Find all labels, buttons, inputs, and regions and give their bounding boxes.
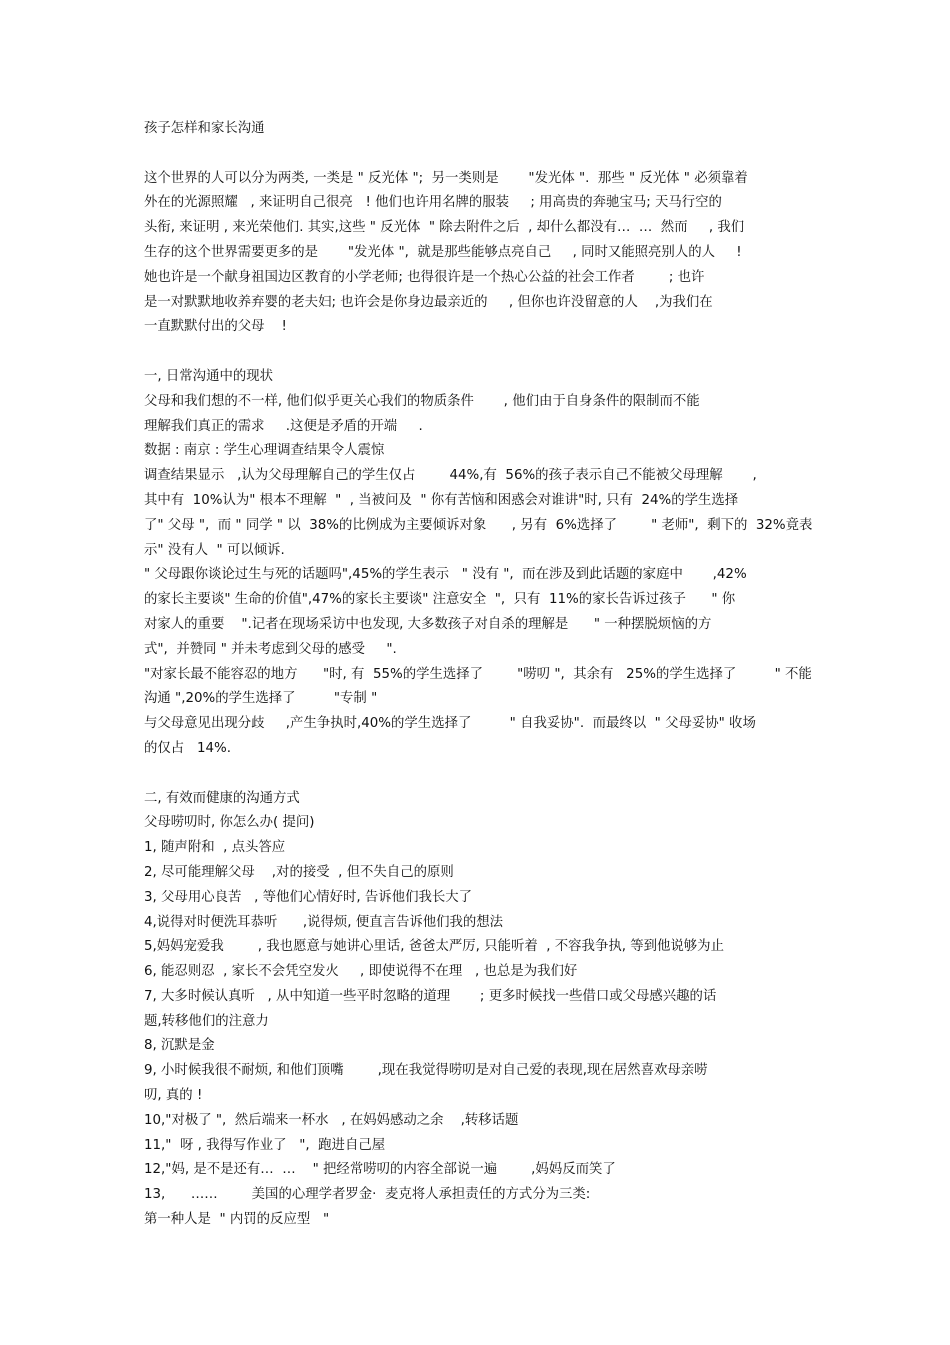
list-item: 11," 呀 , 我得写作业了 ", 跑进自己屋 — [144, 1137, 386, 1153]
text-line: 示" 没有人 " 可以倾诉. — [144, 542, 285, 558]
text-line: 调查结果显示 ,认为父母理解自己的学生仅占 44%,有 56%的孩子表示自己不能被父母理解 , — [144, 468, 757, 484]
list-item: 10,"对极了 ", 然后端来一杯水 , 在妈妈感动之余 ,转移话题 — [144, 1112, 519, 1128]
text-line: 了" 父母 ", 而 " 同学 " 以 38%的比例成为主要倾诉对象 , 另有 6%选择了 " 老师", 剩下的 32%竟表 — [144, 517, 813, 533]
list-item: 8, 沉默是金 — [144, 1038, 215, 1054]
text-line: 对家人的重要 ".记者在现场采访中也发现, 大多数孩子对自杀的理解是 " 一种摆脱烦恼的方 — [144, 616, 712, 632]
text-line: 头衔, 来证明 , 来光荣他们. 其实,这些 " 反光体 " 除去附件之后 , 却什么都没有… … 然而 , 我们 — [144, 220, 745, 236]
section-heading: 一, 日常沟通中的现状 — [144, 368, 274, 384]
text-line: 式", 并赞同 " 并未考虑到父母的感受 ". — [144, 641, 397, 657]
text-line: 这个世界的人可以分为两类, 一类是 " 反光体 "; 另一类则是 "发光体 ". 那些 " 反光体 " 必须靠着 — [144, 170, 748, 186]
list-item: 3, 父母用心良苦 , 等他们心情好时, 告诉他们我长大了 — [144, 889, 473, 905]
text-line: 一直默默付出的父母 ! — [144, 319, 287, 335]
section-current-situation — [144, 365, 864, 762]
section-heading: 二, 有效而健康的沟通方式 — [144, 790, 300, 806]
section-communication-methods — [144, 787, 864, 1233]
text-line: 沟通 ",20%的学生选择了 "专制 " — [144, 691, 378, 707]
text-line: "对家长最不能容忍的地方 "时, 有 55%的学生选择了 "唠叨 ", 其余有 25%的学生选择了 " 不能 — [144, 666, 812, 682]
text-line: 父母和我们想的不一样, 他们似乎更关心我们的物质条件 , 他们由于自身条件的限制而不能 — [144, 393, 700, 409]
text-line: 的家长主要谈" 生命的价值",47%的家长主要谈" 注意安全 ", 只有 11%的家长告诉过孩子 " 你 — [144, 592, 736, 608]
text-line: " 父母跟你谈论过生与死的话题吗",45%的学生表示 " 没有 ", 而在涉及到此话题的家庭中 ,42% — [144, 567, 747, 583]
list-item: 2, 尽可能理解父母 ,对的接受 , 但不失自己的原则 — [144, 864, 454, 880]
list-item: 5,妈妈宠爱我 , 我也愿意与她讲心里话, 爸爸太严厉, 只能听着 , 不容我争执, 等到他说够为止 — [144, 939, 724, 955]
list-item: 1, 随声附和 , 点头答应 — [144, 840, 286, 856]
spacer — [144, 340, 864, 365]
spacer — [144, 142, 864, 167]
text-line: 是一对默默地收养弃婴的老夫妇; 也许会是你身边最亲近的 , 但你也许没留意的人 ,为我们在 — [144, 294, 713, 310]
document-page — [144, 117, 864, 1233]
document-title: 孩子怎样和家长沟通 — [144, 121, 265, 136]
text-line: 与父母意见出现分歧 ,产生争执时,40%的学生选择了 " 自我妥协". 而最终以 " 父母妥协" 收场 — [144, 716, 756, 732]
text-line: 其中有 10%认为" 根本不理解 " , 当被问及 " 你有苦恼和困惑会对谁讲"时, 只有 24%的学生选择 — [144, 492, 739, 508]
text-line: 生存的这个世界需要更多的是 "发光体 ", 就是那些能够点亮自己 , 同时又能照亮别人的人 ! — [144, 244, 742, 260]
list-item: 叨, 真的 ! — [144, 1088, 203, 1104]
list-item: 题,转移他们的注意力 — [144, 1013, 269, 1029]
list-item: 9, 小时候我很不耐烦, 和他们顶嘴 ,现在我觉得唠叨是对自己爱的表现,现在居然喜欢母亲唠 — [144, 1063, 708, 1079]
intro-paragraph — [144, 167, 864, 341]
list-item: 7, 大多时候认真听 , 从中知道一些平时忽略的道理 ; 更多时候找一些借口或父母感兴趣的话 — [144, 988, 717, 1004]
text-line: 理解我们真正的需求 .这便是矛盾的开端 . — [144, 418, 423, 434]
text-line: 父母唠叨时, 你怎么办( 提问) — [144, 815, 315, 831]
text-line: 第一种人是 " 内罚的反应型 " — [144, 1212, 330, 1228]
text-line: 外在的光源照耀 , 来证明自己很亮 ! 他们也许用名牌的服装 ; 用高贵的奔驰宝马; 天马行空的 — [144, 195, 722, 211]
text-line: 的仅占 14%. — [144, 740, 231, 756]
text-line: 数据 : 南京 : 学生心理调查结果令人震惊 — [144, 443, 385, 459]
list-item: 6, 能忍则忍 , 家长不会凭空发火 , 即使说得不在理 , 也总是为我们好 — [144, 964, 578, 980]
spacer — [144, 762, 864, 787]
list-item: 12,"妈, 是不是还有… … " 把经常唠叨的内容全部说一遍 ,妈妈反而笑了 — [144, 1162, 616, 1178]
list-item: 4,说得对时便洗耳恭听 ,说得烦, 便直言告诉他们我的想法 — [144, 914, 504, 930]
text-line: 她也许是一个献身祖国边区教育的小学老师; 也得很许是一个热心公益的社会工作者 ; 也许 — [144, 269, 705, 285]
list-item: 13, …… 美国的心理学者罗金· 麦克将人承担责任的方式分为三类: — [144, 1187, 591, 1203]
